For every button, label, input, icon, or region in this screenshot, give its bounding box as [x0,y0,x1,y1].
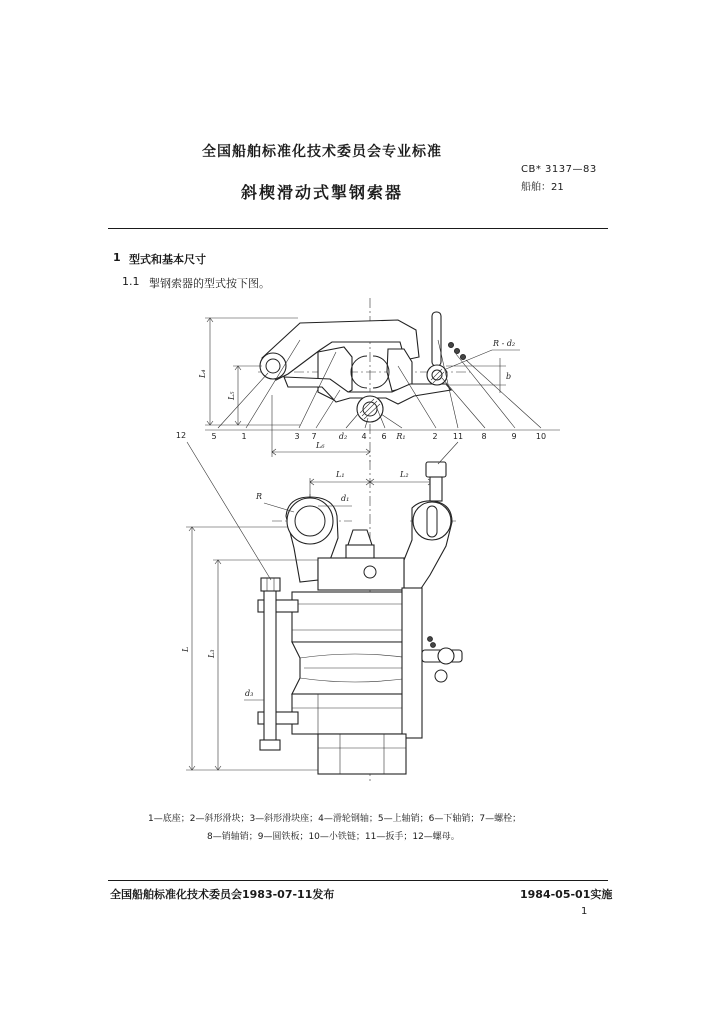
org-title: 全国船舶标准化技术委员会专业标准 [202,144,442,160]
dim-l1: L₁ [336,470,345,479]
effective-date: 1984-05-01实施 [520,888,613,901]
left-ear-outer [287,498,333,544]
callout-r1: R₁ [396,432,406,441]
callout-8: 8 [481,432,487,441]
dim-b: b [506,372,512,381]
front-handle-shaft [430,477,442,501]
right-side-plate [402,588,422,738]
callout-12: 12 [175,431,187,440]
right-pin-outer [427,365,447,385]
dim-d1: d₁ [341,494,350,503]
pin-chain-1 [428,637,433,642]
front-handle-grip [426,462,446,477]
lower-sheave-block [292,694,420,734]
callout-6: 6 [381,432,387,441]
top-handle [432,312,441,366]
callout-9: 9 [511,432,517,441]
left-front-dimension-arrows [189,527,221,770]
page-number: 1 [581,906,588,917]
chain-link-2 [454,348,459,353]
section-heading: 型式和基本尺寸 [129,253,206,266]
upper-sheave-block [292,592,420,642]
leader-11-front [438,442,458,464]
dim-r: R [256,492,263,501]
figure-caption-line-1: 1—底座；2—斜形滑块；3—斜形滑块座；4—滑轮钢轴；5—上轴销；6—下轴销；7—螺栓； [148,814,522,824]
standard-number: CB* 3137—83 [521,164,597,175]
dim-l: L [181,646,190,652]
pin-ring [435,670,447,682]
chain-link-1 [448,342,453,347]
dim-l2: L₂ [400,470,409,479]
front-view [176,431,462,782]
callout-4: 4 [361,432,367,441]
callout-11: 11 [452,432,464,441]
dim-r-d2: R - d₂ [493,339,516,348]
callout-1: 1 [241,432,247,441]
figure-caption-line-2: 8—销轴销；9—圆铁板；10—小铁链；11—扳手；12—螺母。 [207,832,460,842]
top-view [198,298,560,462]
left-dimension-arrows [207,318,241,425]
callout-10: 10 [535,432,547,441]
clause-text: 掣钢索器的型式按下图。 [149,277,270,290]
issue-statement: 全国船舶标准化技术委员会1983-07-11发布 [110,888,335,901]
right-ear-outer [413,502,451,540]
callout-3: 3 [294,432,300,441]
classification-number: 船舶：21 [521,182,564,193]
dim-l3: L₃ [207,649,216,658]
top-dimension-lines [310,478,432,500]
callout-d2: d₂ [338,432,348,441]
dim-l5: L₅ [227,391,236,400]
center-bolt-head [348,530,372,545]
leader-12 [187,442,271,580]
callout-2: 2 [432,432,438,441]
top-callouts [211,432,546,441]
base-block [318,734,406,774]
callout-5: 5 [211,432,217,441]
footer-rule [108,880,608,881]
side-bolt [264,590,276,744]
top-hub [318,558,404,590]
clause-number: 1.1 [122,275,140,288]
left-pin-outer [260,353,286,379]
side-bolt-nut-bottom [260,740,280,750]
document-title: 斜楔滑动式掣钢索器 [240,183,403,202]
roller-outer [357,396,383,422]
section-number: 1 [113,251,121,264]
dim-d3: d₃ [245,689,254,698]
pin-knob [438,648,454,664]
center-bolt-collar [346,545,374,559]
side-bolt-nut-top [261,578,280,591]
chain-link-3 [460,354,465,359]
callout-7: 7 [311,432,317,441]
dim-l6: L₆ [316,441,325,450]
pin-chain-2 [431,643,436,648]
dim-l4: L₄ [198,369,207,378]
